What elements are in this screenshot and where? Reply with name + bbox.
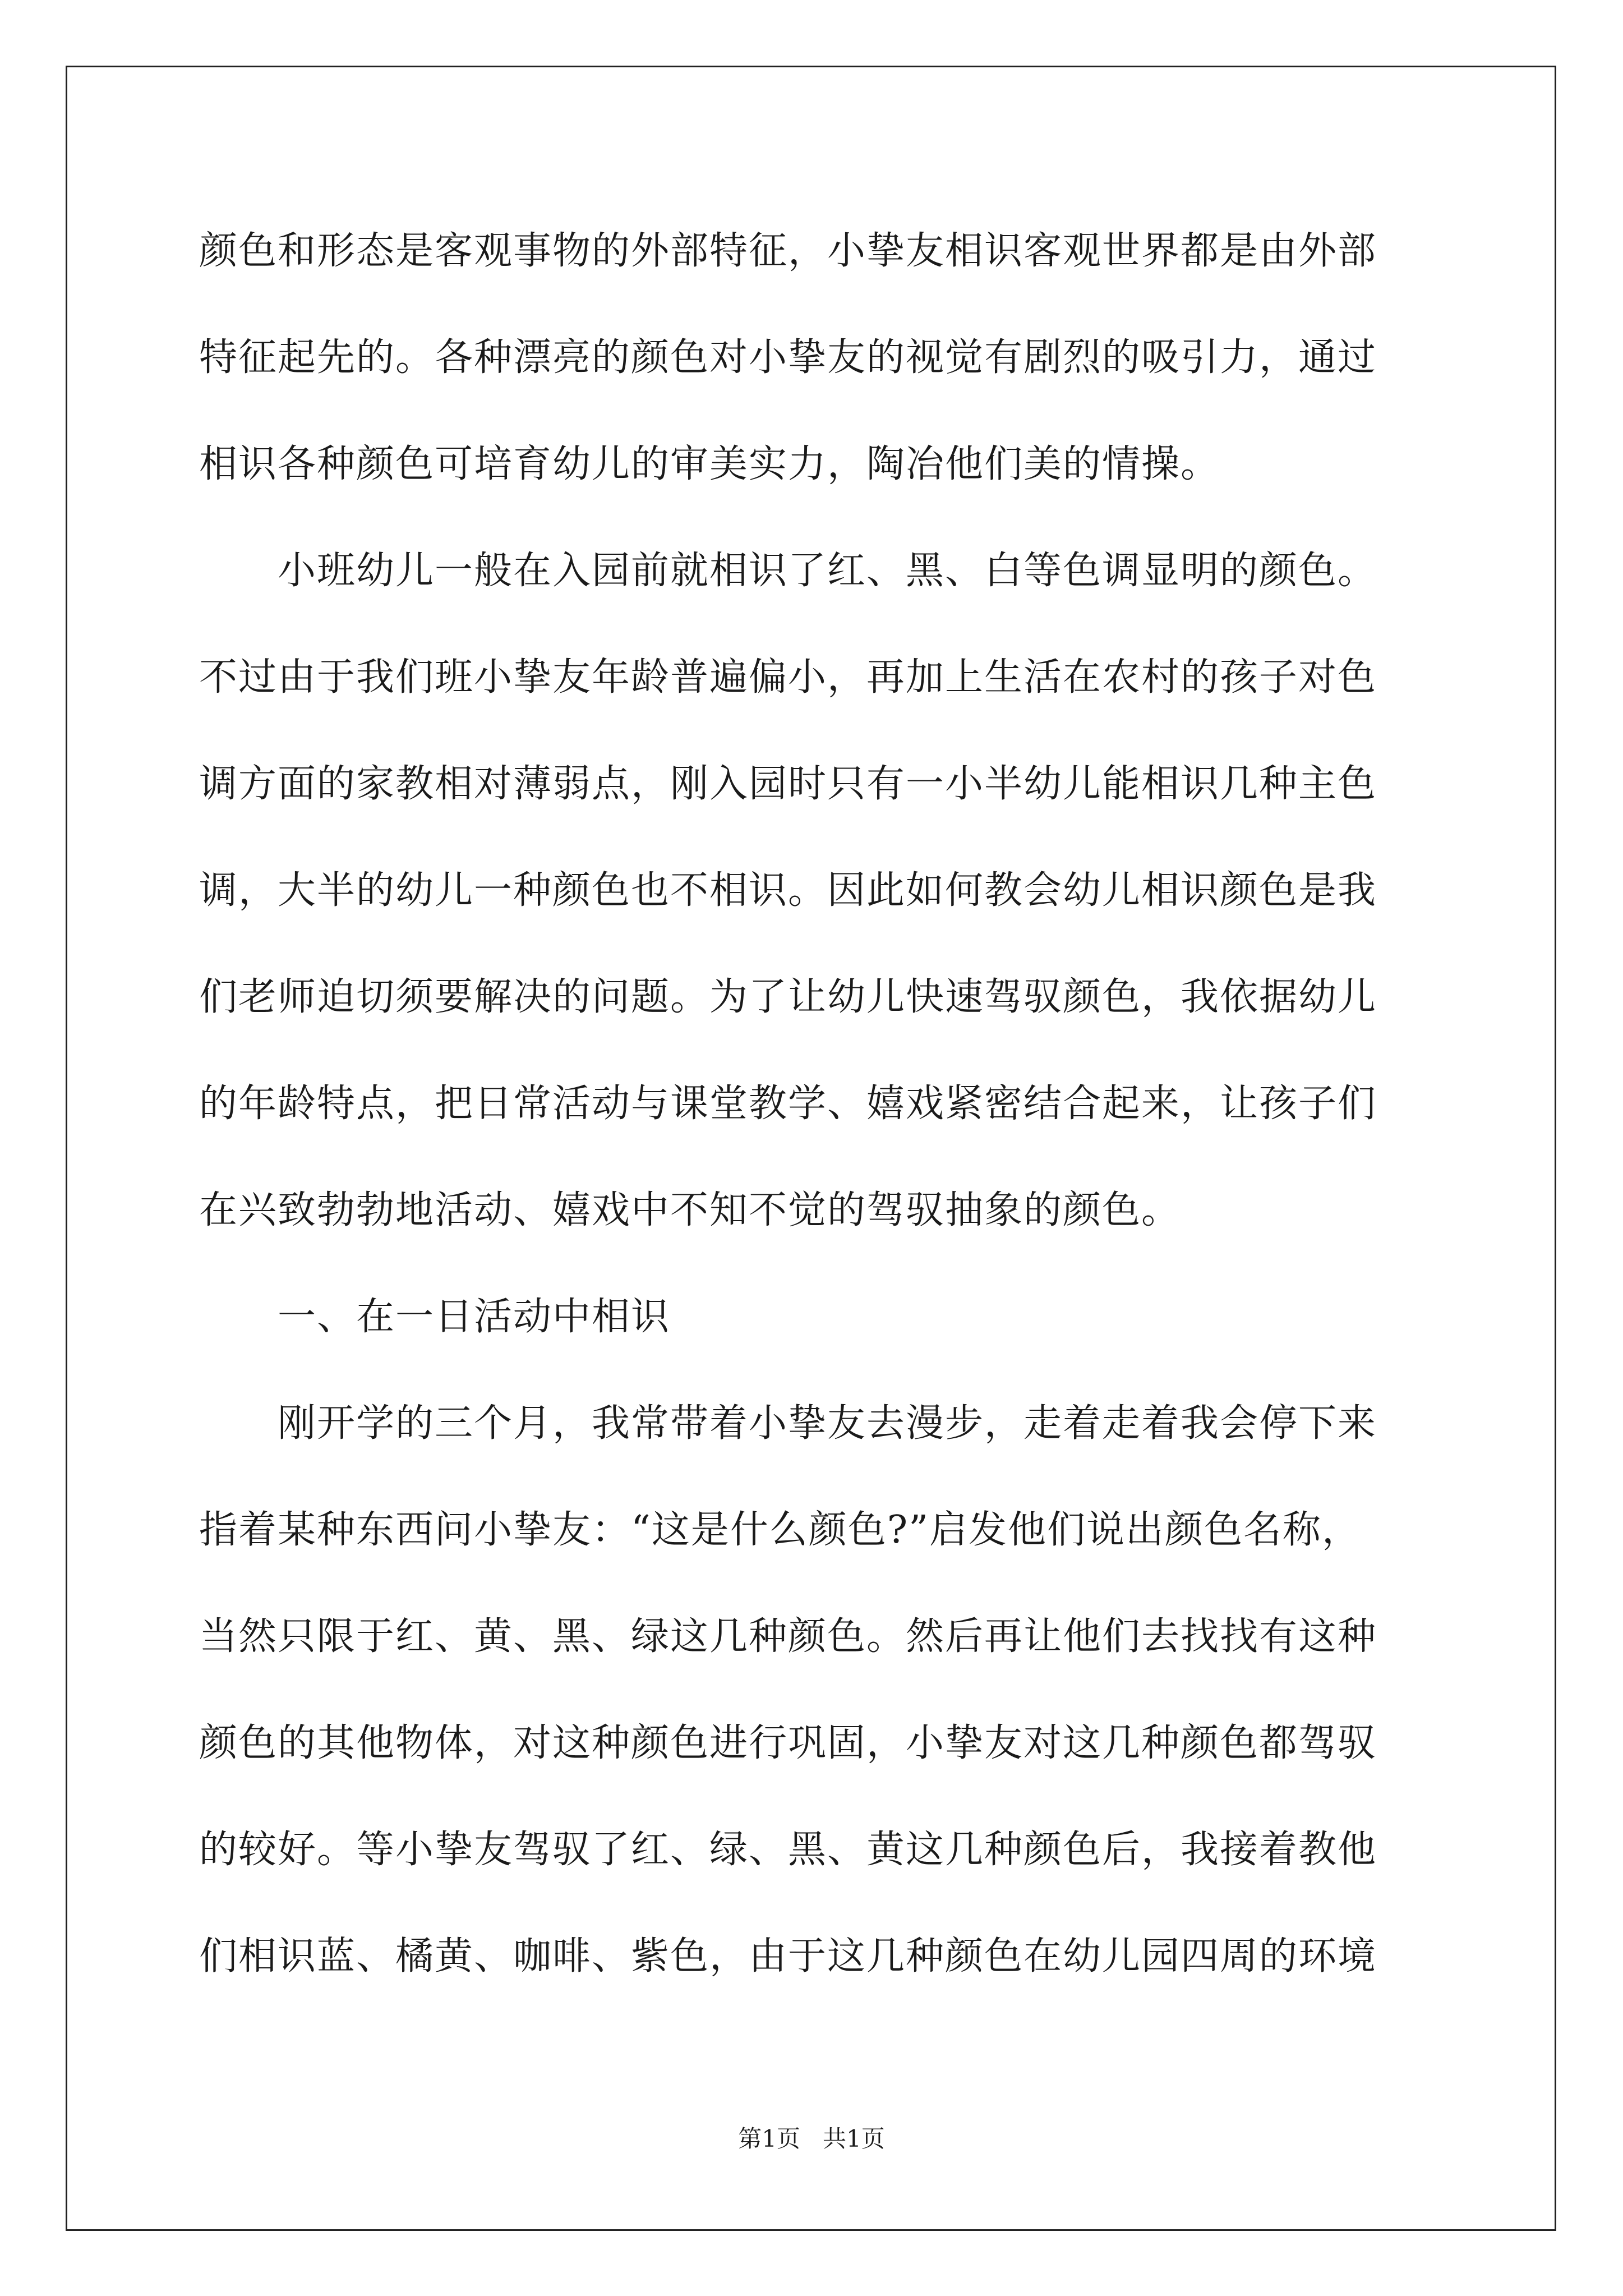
paragraph-first-line: 小班幼儿一般在入园前就相识了红、黑、白等色调显明的颜色。 <box>278 549 1377 593</box>
text-line: 当然只限于红、黄、黑、绿这几种颜色。然后再让他们去找找有这种 <box>199 1614 1377 1659</box>
page-border <box>66 66 1556 2231</box>
text-line: 指着某种东西问小挚友：“这是什么颜色?”启发他们说出颜色名称， <box>199 1508 1361 1552</box>
text-line: 颜色的其他物体，对这种颜色进行巩固，小挚友对这几种颜色都驾驭 <box>199 1721 1377 1765</box>
section-heading: 一、在一日活动中相识 <box>278 1295 671 1339</box>
page-footer: 第1页 共1页 <box>738 2125 885 2152</box>
text-line: 调方面的家教相对薄弱点，刚入园时只有一小半幼儿能相识几种主色 <box>199 762 1377 806</box>
text-line: 相识各种颜色可培育幼儿的审美实力，陶冶他们美的情操。 <box>199 442 1220 486</box>
paragraph-first-line: 刚开学的三个月，我常带着小挚友去漫步，走着走着我会停下来 <box>278 1401 1377 1446</box>
text-line: 们相识蓝、橘黄、咖啡、紫色，由于这几种颜色在幼儿园四周的环境 <box>199 1934 1377 1978</box>
text-line: 在兴致勃勃地活动、嬉戏中不知不觉的驾驭抽象的颜色。 <box>199 1188 1181 1232</box>
text-line: 调，大半的幼儿一种颜色也不相识。因此如何教会幼儿相识颜色是我 <box>199 868 1377 913</box>
text-line: 特征起先的。各种漂亮的颜色对小挚友的视觉有剧烈的吸引力，通过 <box>199 335 1377 380</box>
text-line: 的年龄特点，把日常活动与课堂教学、嬉戏紧密结合起来，让孩子们 <box>199 1082 1377 1126</box>
text-line: 颜色和形态是客观事物的外部特征，小挚友相识客观世界都是由外部 <box>199 229 1377 273</box>
text-line: 们老师迫切须要解决的问题。为了让幼儿快速驾驭颜色，我依据幼儿 <box>199 975 1377 1019</box>
text-line: 不过由于我们班小挚友年龄普遍偏小，再加上生活在农村的孩子对色 <box>199 655 1377 700</box>
text-line: 的较好。等小挚友驾驭了红、绿、黑、黄这几种颜色后，我接着教他 <box>199 1828 1377 1872</box>
